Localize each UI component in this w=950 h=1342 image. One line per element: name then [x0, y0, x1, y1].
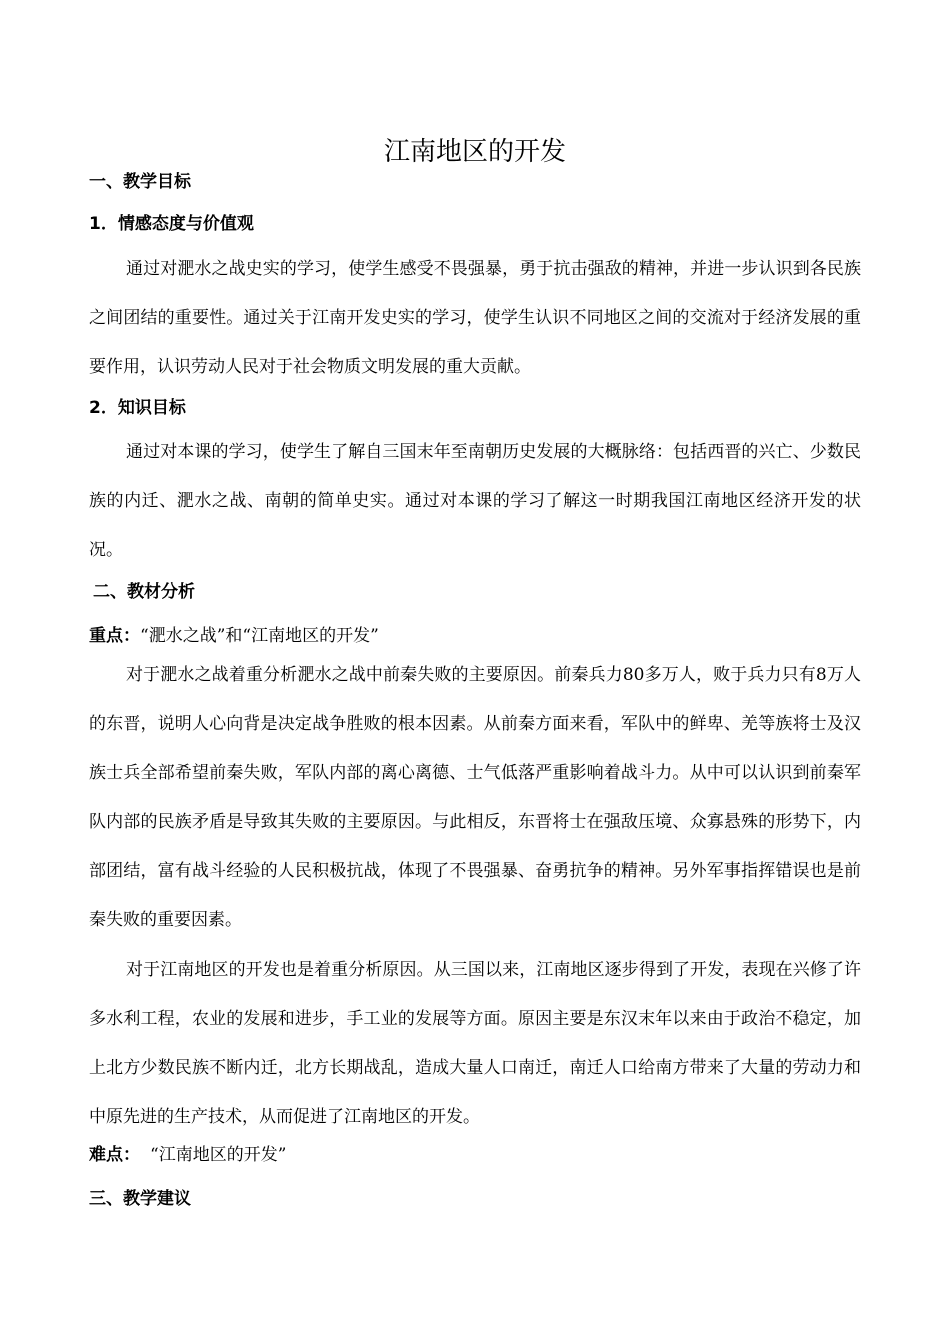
- paragraph-knowledge-goals: 通过对本课的学习，使学生了解自三国末年至南朝历史发展的大概脉络：包括西晋的兴亡、少数民族的内迁、淝水之战、南朝的简单史实。通过对本课的学习了解这一时期我国江南地区经济开发的状况。: [89, 442, 861, 560]
- key-point-line: [89, 624, 379, 648]
- paragraph-emotion-values: 通过对淝水之战史实的学习，使学生感受不畏强暴，勇于抗击强敌的精神，并进一步认识到各民族之间团结的重要性。通过关于江南开发史实的学习，使学生认识不同地区之间的交流对于经济发展的重要作用，认识劳动人民对于社会物质文明发展的重大贡献。: [89, 259, 861, 377]
- difficulty-label: 难点：: [89, 1145, 140, 1165]
- difficulty-text: “江南地区的开发”: [150, 1145, 287, 1165]
- key-point-text: “淝水之战”和“江南地区的开发”: [140, 626, 379, 646]
- paragraph-jiangnan-development: 对于江南地区的开发也是着重分析原因。从三国以来，江南地区逐步得到了开发，表现在兴修了许多水利工程，农业的发展和进步，手工业的发展等方面。原因主要是东汉末年以来由于政治不稳定，加上北方少数民族不断内迁，北方长期战乱，造成大量人口南迁，南迁人口给南方带来了大量的劳动力和中原先进的生产技术，从而促进了江南地区的开发。: [89, 960, 861, 1127]
- document-title: 江南地区的开发: [383, 137, 566, 167]
- subheading-emotion-values: 1．情感态度与价值观: [89, 214, 254, 234]
- difficulty-line: [89, 1143, 286, 1167]
- key-point-label: 重点：: [89, 626, 140, 646]
- subheading-knowledge-goals: 2．知识目标: [89, 398, 186, 418]
- section-heading-teaching-goals: 一、教学目标: [89, 172, 191, 192]
- paragraph-feishui-battle: 对于淝水之战着重分析淝水之战中前秦失败的主要原因。前秦兵力80多万人，败于兵力只有8万人的东晋，说明人心向背是决定战争胜败的根本因素。从前秦方面来看，军队中的鲜卑、羌等族将士及汉族士兵全部希望前秦失败，军队内部的离心离德、士气低落严重影响着战斗力。从中可以认识到前秦军队内部的民族矛盾是导致其失败的主要原因。与此相反，东晋将士在强敌压境、众寡悬殊的形势下，内部团结，富有战斗经验的人民积极抗战，体现了不畏强暴、奋勇抗争的精神。另外军事指挥错误也是前秦失败的重要因素。: [89, 665, 861, 930]
- section-heading-teaching-suggestions: 三、教学建议: [89, 1189, 191, 1209]
- section-heading-material-analysis: 二、教材分析: [93, 582, 195, 602]
